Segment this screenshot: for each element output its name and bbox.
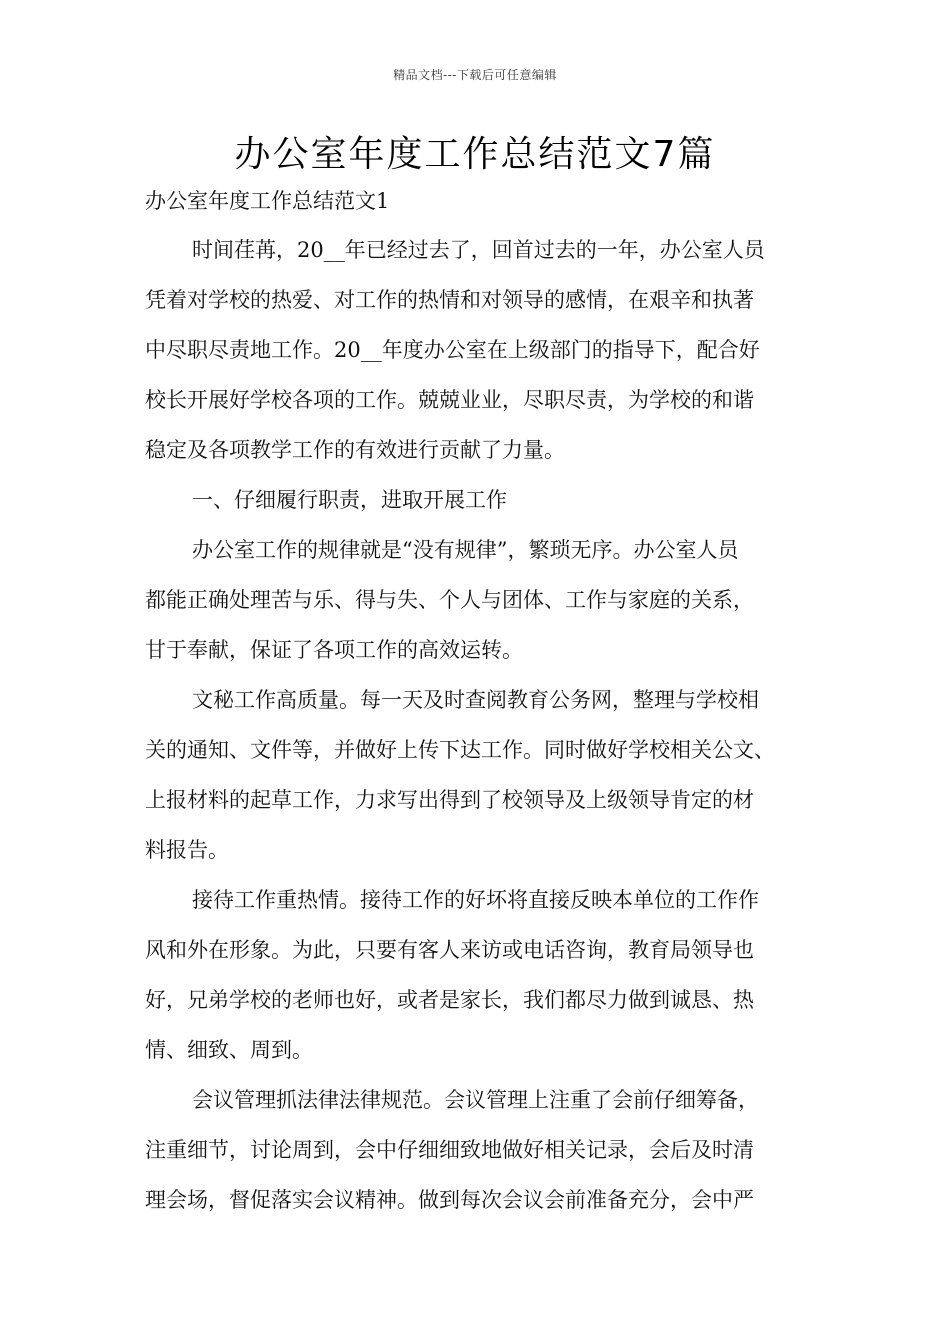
paragraph-line: 理会场，督促落实会议精神。做到每次会议会前准备充分，会中严 bbox=[145, 1188, 754, 1212]
document-title: 办公室年度工作总结范文7篇 bbox=[234, 134, 716, 175]
paragraph-line: 甘于奉献，保证了各项工作的高效运转。 bbox=[145, 638, 523, 662]
paragraph-line: 好，兄弟学校的老师也好，或者是家长，我们都尽力做到诚恳、热 bbox=[145, 988, 754, 1012]
paragraph-line: 凭着对学校的热爱、对工作的热情和对领导的感情，在艰辛和执著 bbox=[145, 288, 754, 312]
paragraph-line: 会议管理抓法律法律规范。会议管理上注重了会前仔细筹备， bbox=[192, 1088, 759, 1112]
section-heading: 一、仔细履行职责，进取开展工作 bbox=[192, 488, 507, 512]
paragraph-line: 办公室工作的规律就是“没有规律”，繁琐无序。办公室人员 bbox=[192, 538, 739, 562]
paragraph-line: 稳定及各项教学工作的有效进行贡献了力量。 bbox=[145, 438, 565, 462]
paragraph-line: 注重细节，讨论周到，会中仔细细致地做好相关记录，会后及时清 bbox=[145, 1138, 754, 1162]
paragraph-line: 中尽职尽责地工作。20__年度办公室在上级部门的指导下，配合好 bbox=[145, 338, 760, 362]
paragraph-line: 关的通知、文件等，并做好上传下达工作。同时做好学校相关公文、 bbox=[145, 738, 775, 762]
header-note: 精品文档---下载后可任意编辑 bbox=[393, 68, 557, 82]
paragraph-line: 风和外在形象。为此，只要有客人来访或电话咨询，教育局领导也 bbox=[145, 938, 754, 962]
paragraph-line: 接待工作重热情。接待工作的好坏将直接反映本单位的工作作 bbox=[192, 888, 759, 912]
paragraph-line: 校长开展好学校各项的工作。兢兢业业，尽职尽责，为学校的和谐 bbox=[145, 388, 754, 412]
paragraph-line: 料报告。 bbox=[145, 838, 229, 862]
paragraph-line: 情、细致、周到。 bbox=[145, 1038, 313, 1062]
paragraph-line: 时间荏苒，20__年已经过去了，回首过去的一年，办公室人员 bbox=[192, 238, 765, 262]
paragraph-line: 上报材料的起草工作，力求写出得到了校领导及上级领导肯定的材 bbox=[145, 788, 754, 812]
paragraph-line: 都能正确处理苦与乐、得与失、个人与团体、工作与家庭的关系， bbox=[145, 588, 754, 612]
section-subtitle: 办公室年度工作总结范文1 bbox=[145, 189, 390, 213]
paragraph-line: 文秘工作高质量。每一天及时查阅教育公务网，整理与学校相 bbox=[192, 688, 759, 712]
